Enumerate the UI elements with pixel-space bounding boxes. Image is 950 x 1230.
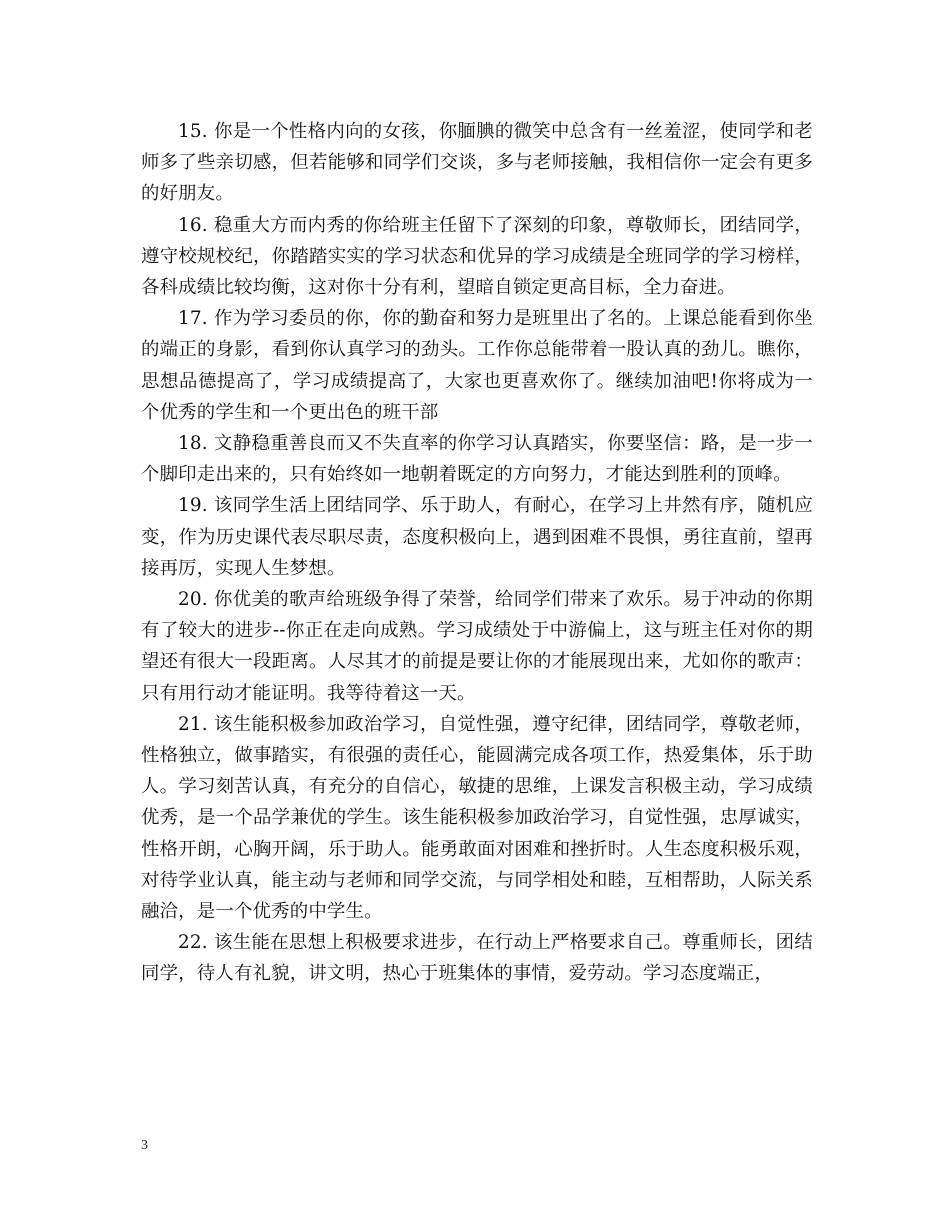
comment-paragraph-21: 21. 该生能积极参加政治学习，自觉性强，遵守纪律，团结同学，尊敬老师，性格独立，做事踏实，有很强的责任心，能圆满完成各项工作，热爱集体，乐于助人。学习刻苦认真，有充分的自信心，敏捷的思维，上课发言积极主动，学习成绩优秀，是一个品学兼优的学生。该生能积极参加政治学习，自觉性强，忠厚诚实，性格开朗，心胸开阔，乐于助人。能勇敢面对困难和挫折时。人生态度积极乐观，对待学业认真，能主动与老师和同学交流，与同学相处和睦，互相帮助，人际关系融洽，是一个优秀的中学生。 bbox=[141, 713, 813, 923]
comment-paragraph-20: 20. 你优美的歌声给班级争得了荣誉，给同学们带来了欢乐。易于冲动的你期有了较大的进步--你正在走向成熟。学习成绩处于中游偏上，这与班主任对你的期望还有很大一段距离。人尽其才的前提是要让你的才能展现出来，尤如你的歌声：只有用行动才能证明。我等待着这一天。 bbox=[141, 589, 813, 704]
comment-paragraph-15: 15. 你是一个性格内向的女孩，你腼腆的微笑中总含有一丝羞涩，使同学和老师多了些亲切感，但若能够和同学们交谈，多与老师接触，我相信你一定会有更多的好朋友。 bbox=[141, 121, 813, 205]
comment-paragraph-18: 18. 文静稳重善良而又不失直率的你学习认真踏实，你要坚信：路，是一步一个脚印走出来的，只有始终如一地朝着既定的方向努力，才能达到胜利的顶峰。 bbox=[141, 433, 813, 486]
page-number: 3 bbox=[141, 1138, 148, 1153]
document-body bbox=[141, 116, 813, 990]
comment-paragraph-19: 19. 该同学生活上团结同学、乐于助人，有耐心，在学习上井然有序，随机应变，作为历史课代表尽职尽责，态度积极向上，遇到困难不畏惧，勇往直前，望再接再厉，实现人生梦想。 bbox=[141, 495, 813, 579]
comment-paragraph-17: 17. 作为学习委员的你，你的勤奋和努力是班里出了名的。上课总能看到你坐的端正的身影，看到你认真学习的劲头。工作你总能带着一股认真的劲儿。瞧你，思想品德提高了，学习成绩提高了，大家也更喜欢你了。继续加油吧!你将成为一个优秀的学生和一个更出色的班干部 bbox=[141, 308, 813, 423]
comment-paragraph-16: 16. 稳重大方而内秀的你给班主任留下了深刻的印象，尊敬师长，团结同学，遵守校规校纪，你踏踏实实的学习状态和优异的学习成绩是全班同学的学习榜样，各科成绩比较均衡，这对你十分有利，望暗自锁定更高目标，全力奋进。 bbox=[141, 214, 813, 299]
comment-paragraph-22: 22. 该生能在思想上积极要求进步，在行动上严格要求自己。尊重师长，团结同学，待人有礼貌，讲文明，热心于班集体的事情，爱劳动。学习态度端正， bbox=[141, 932, 813, 985]
